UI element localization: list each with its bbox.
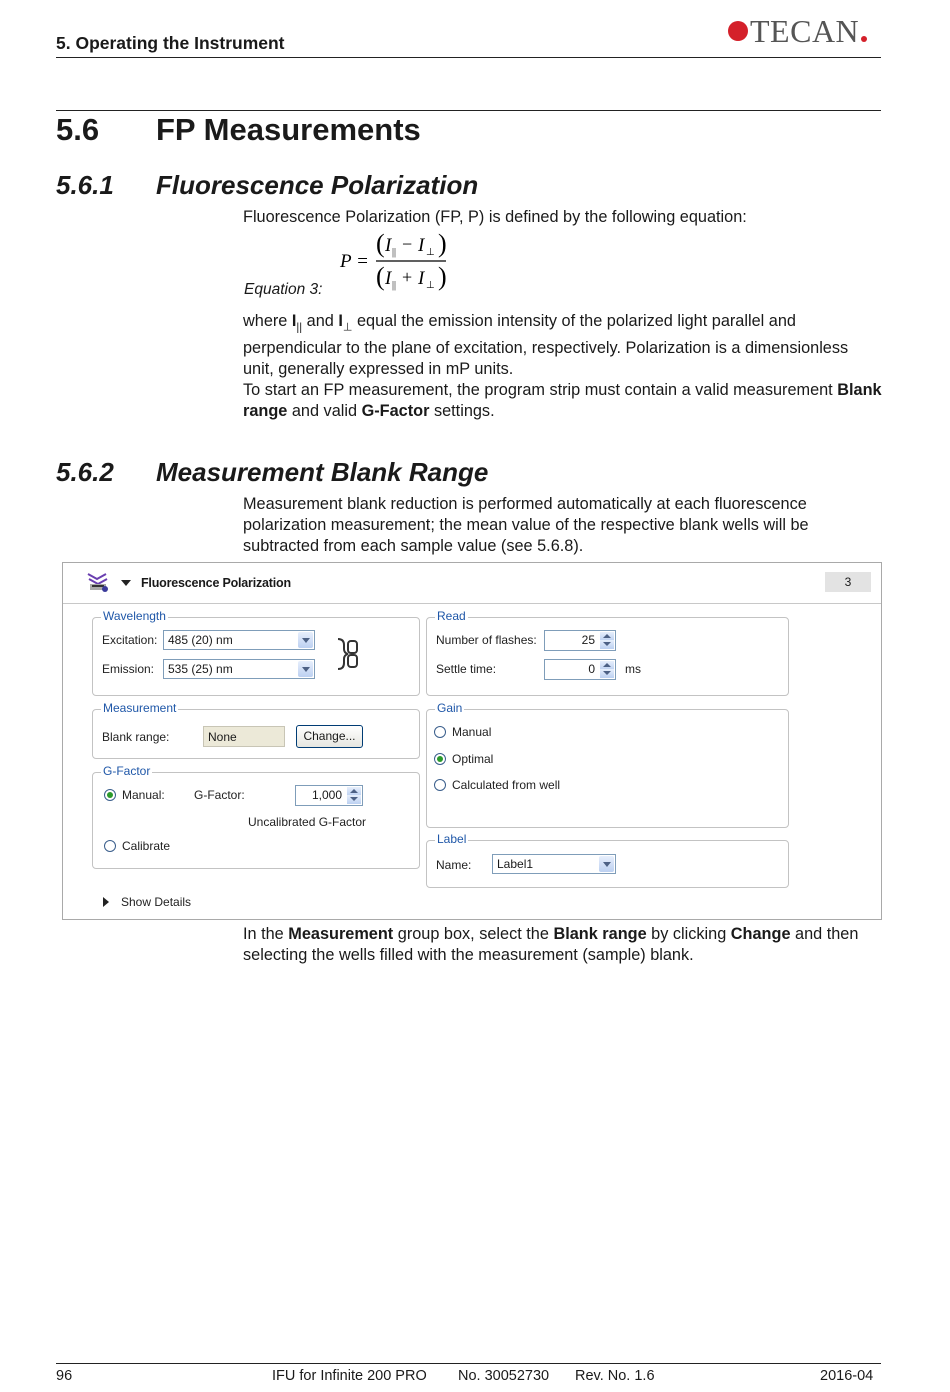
section-number: 5.6 — [56, 112, 100, 147]
blank-intro: Measurement blank reduction is performed automatically at each fluorescence polarization measurement; the mean value of the respective blank wells will be subtracted from each sample value (see 5.6.8). — [243, 495, 809, 555]
gfactor-field-label: G-Factor: — [194, 788, 245, 802]
logo-end-dot-icon — [861, 36, 867, 42]
gain-calculated-radio[interactable] — [434, 779, 446, 791]
read-group — [426, 609, 789, 696]
svg-text:⊥: ⊥ — [426, 280, 435, 291]
svg-text:I: I — [385, 235, 392, 256]
excitation-label: Excitation: — [102, 633, 158, 647]
subsection-heading-fp — [56, 170, 478, 201]
spin-down-icon — [347, 795, 361, 804]
gfactor-manual-label: Manual: — [122, 788, 165, 802]
footer-doc: IFU for Infinite 200 PRO — [272, 1368, 427, 1384]
excitation-select[interactable]: 485 (20) nm — [163, 630, 315, 650]
chevron-down-icon — [599, 856, 614, 872]
gfactor-manual-radio[interactable] — [104, 789, 116, 801]
read-group-label: Read — [437, 609, 466, 623]
subsection-heading-blank — [56, 457, 488, 488]
after-dialog-paragraph: In the Measurement group box, select the Blank range by clicking Change and then selecting the wells filled with the measurement (sample) blank. — [243, 925, 859, 964]
svg-text:I: I — [385, 268, 392, 289]
chevron-down-icon — [298, 632, 313, 648]
svg-text:⊥: ⊥ — [426, 247, 435, 258]
svg-text:I: I — [418, 268, 425, 289]
spin-down-icon — [600, 640, 614, 649]
settle-label: Settle time: — [436, 662, 497, 676]
wavelength-group-label: Wavelength — [103, 609, 166, 623]
wavelength-group — [92, 609, 420, 696]
subsection-title: Fluorescence Polarization — [156, 170, 479, 200]
section-rule — [56, 110, 881, 111]
flashes-label: Number of flashes: — [436, 633, 537, 647]
subsection-number: 5.6.2 — [56, 457, 114, 487]
tecan-logo — [728, 14, 867, 48]
footer-doc-number: No. 30052730 — [458, 1368, 550, 1384]
section-title: FP Measurements — [156, 112, 421, 147]
label-name-label: Name: — [436, 858, 472, 872]
emission-label: Emission: — [102, 662, 155, 676]
settle-unit: ms — [625, 662, 641, 676]
fp-settings-dialog — [62, 562, 882, 920]
gfactor-calibrate-radio[interactable] — [104, 840, 116, 852]
measurement-group — [92, 701, 420, 759]
start-paragraph: To start an FP measurement, the program strip must contain a valid measurement Blank range and valid G-Factor settings. — [243, 381, 882, 420]
label-group — [426, 832, 789, 888]
svg-text:+: + — [402, 267, 413, 287]
change-button[interactable]: Change... — [296, 725, 363, 748]
gain-manual-radio[interactable] — [434, 726, 446, 738]
gain-manual-label: Manual — [452, 725, 492, 739]
gfactor-group-label: G-Factor — [103, 764, 151, 778]
chevron-down-icon — [298, 661, 313, 677]
dialog-title: Fluorescence Polarization — [141, 576, 291, 590]
measurement-group-label: Measurement — [103, 701, 177, 715]
svg-text:||: || — [392, 247, 397, 258]
svg-text:||: || — [392, 280, 397, 291]
header-rule — [56, 57, 881, 58]
logo-text: TECAN — [750, 13, 860, 49]
label-group-label: Label — [437, 832, 467, 846]
gfactor-spinner[interactable]: 1,000 — [295, 785, 363, 806]
subsection-number: 5.6.1 — [56, 170, 114, 200]
section-heading — [56, 112, 421, 148]
fp-intro: Fluorescence Polarization (FP, P) is defined by the following equation: — [243, 208, 747, 226]
equation-lhs: P = — [340, 251, 369, 272]
blank-range-label: Blank range: — [102, 730, 170, 744]
collapse-icon[interactable] — [120, 578, 132, 588]
gain-optimal-radio[interactable] — [434, 753, 446, 765]
polarization-equation — [330, 228, 460, 298]
where-paragraph: where $I_{||}$ and $I_\perp$ equal the emission intensity of the polarized light parallel and perpendicular to the plane of excitation, respectively. Polarization is a dimensionless unit, generally expressed in mP units. — [243, 312, 849, 379]
equation-denominator — [376, 262, 447, 291]
uncalibrated-note: Uncalibrated G-Factor — [248, 815, 367, 829]
logo-dot-icon — [728, 21, 748, 41]
footer-date: 2016-04 — [820, 1368, 874, 1384]
spin-down-icon — [600, 669, 614, 678]
gfactor-calibrate-label: Calibrate — [122, 839, 171, 853]
flashes-spinner[interactable]: 25 — [544, 630, 616, 651]
svg-text:I: I — [418, 235, 425, 256]
equation-numerator — [376, 229, 447, 258]
footer-revision: Rev. No. 1.6 — [575, 1368, 655, 1384]
step-number: 3 — [825, 572, 871, 592]
svg-text:−: − — [402, 234, 413, 254]
fluorescence-strip-icon — [85, 569, 113, 595]
settle-spinner[interactable]: 0 — [544, 659, 616, 680]
label-name-select[interactable]: Label1 — [492, 854, 616, 874]
dialog-header — [63, 563, 881, 604]
subsection-title: Measurement Blank Range — [156, 457, 489, 487]
expand-details-icon[interactable] — [101, 896, 111, 908]
footer-rule — [56, 1363, 881, 1364]
equation-label: Equation 3: — [244, 281, 323, 298]
svg-text:(: ( — [376, 229, 385, 258]
svg-text:): ) — [438, 262, 447, 291]
gain-calculated-label: Calculated from well — [452, 778, 561, 792]
svg-text:(: ( — [376, 262, 385, 291]
svg-text:): ) — [438, 229, 447, 258]
gain-group-label: Gain — [437, 701, 463, 715]
gain-group — [426, 701, 789, 828]
gfactor-group — [92, 764, 420, 869]
show-details-link[interactable]: Show Details — [121, 895, 192, 909]
page-number: 96 — [56, 1368, 73, 1384]
running-header: 5. Operating the Instrument — [56, 33, 285, 53]
gain-optimal-label: Optimal — [452, 752, 494, 766]
link-icon[interactable] — [336, 637, 360, 671]
emission-select[interactable]: 535 (25) nm — [163, 659, 315, 679]
blank-range-value: None — [203, 726, 285, 747]
